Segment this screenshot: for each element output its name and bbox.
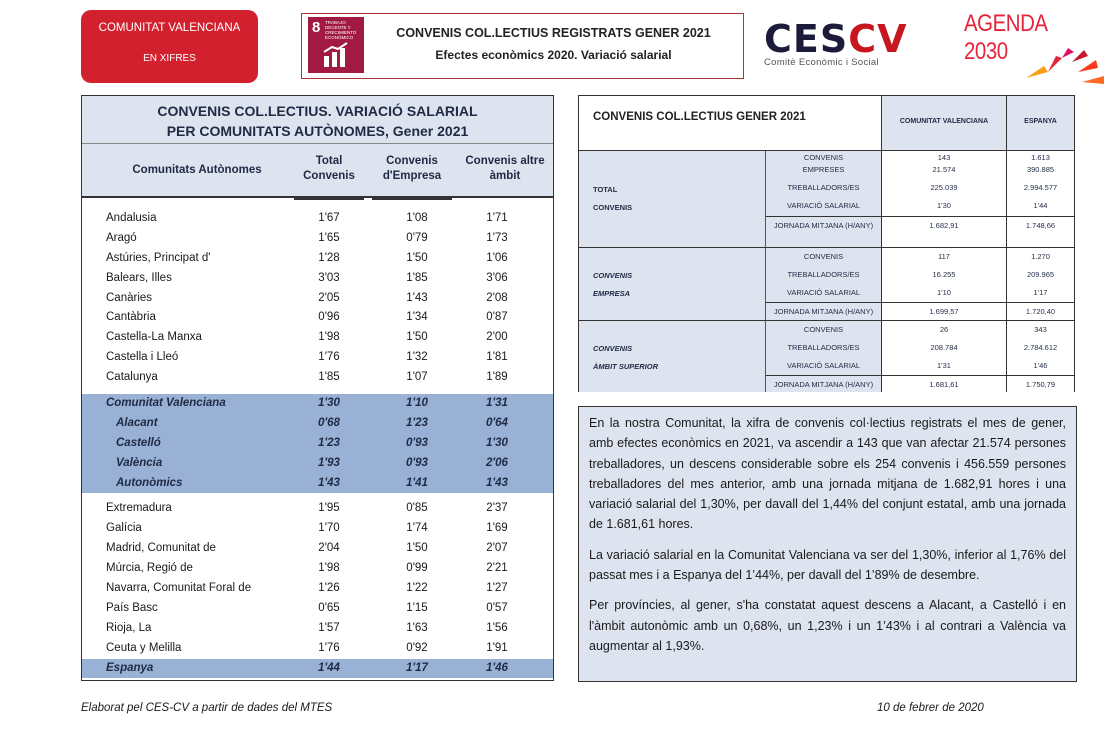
table-row [82, 579, 553, 599]
region-name: Astúries, Principat d' [106, 251, 211, 264]
value-cell: 1'32 [406, 351, 428, 364]
region-name: Canàries [106, 291, 153, 304]
value-cell: 0'68 [318, 416, 340, 429]
cv-values [881, 248, 1006, 320]
group-label: CONVENIS ÀMBIT SUPERIOR [593, 344, 659, 371]
value-cell: 1'98 [318, 562, 340, 575]
metric-labels [765, 151, 881, 247]
value-cell: 1'89 [486, 371, 508, 384]
metric-label: TREBALLADORS/ES [787, 270, 860, 280]
metric-value: 1.613 [1031, 153, 1050, 162]
metric-label: VARIACIÓ SALARIAL [786, 288, 861, 298]
value-cell: 0'87 [486, 311, 508, 324]
value-cell: 1'70 [318, 522, 340, 535]
value-cell: 0'85 [406, 502, 428, 515]
value-cell: 1'81 [486, 351, 508, 364]
value-cell: 1'56 [486, 621, 508, 634]
metric-value: 1.750,79 [1007, 375, 1074, 393]
value-cell: 1'10 [406, 397, 428, 410]
metric-label: EMPRESES [802, 165, 845, 174]
value-cell: 0'57 [486, 601, 508, 614]
value-cell: 0'93 [406, 456, 428, 469]
table-row [82, 539, 553, 559]
metric-labels [765, 248, 881, 320]
value-cell: 1'43 [406, 291, 428, 304]
source-note: Elaborat pel CES-CV a partir de dades del MTES [81, 702, 333, 714]
region-name: Navarra, Comunitat Foral de [106, 582, 252, 595]
value-cell: 1'76 [318, 641, 340, 654]
badge-title: COMUNITAT VALENCIANA [98, 22, 241, 34]
region-badge [81, 10, 258, 83]
metric-label: JORNADA MITJANA (H/ANY) [766, 216, 881, 234]
region-name: Cantàbria [106, 311, 156, 324]
table-row [82, 414, 553, 434]
value-cell: 1'67 [318, 212, 340, 224]
region-name: Galícia [106, 522, 142, 535]
metric-label: CONVENIS [803, 153, 844, 162]
table-row [82, 639, 553, 659]
region-name: País Basc [106, 601, 158, 614]
col-header-other: Convenis altre àmbit [465, 155, 545, 182]
value-cell: 1'76 [318, 351, 340, 364]
region-name: Aragó [106, 231, 137, 244]
region-name: Comunitat Valenciana [106, 397, 226, 410]
metric-value: 1'31 [937, 361, 951, 371]
metric-value: 390.885 [1026, 165, 1055, 174]
metric-value: 1.270 [1031, 252, 1050, 261]
table-row [82, 348, 553, 368]
value-cell: 1'63 [406, 621, 428, 634]
region-name: Castelló [116, 436, 161, 449]
value-cell: 1'71 [486, 212, 508, 224]
sdg-number: 8 [312, 19, 321, 36]
value-cell: 1'23 [406, 416, 428, 429]
value-cell: 1'50 [406, 251, 428, 264]
sdg-text: TRABAJO DECENTE Y CRECIMIENTO ECONÓMICO [325, 20, 357, 40]
value-cell: 1'50 [406, 542, 428, 555]
region-name: Andalusia [106, 212, 157, 224]
value-cell: 1'06 [486, 251, 508, 264]
group-company [579, 247, 1074, 320]
value-cell: 1'93 [318, 456, 340, 469]
table-row [82, 308, 553, 328]
metric-label: TREBALLADORS/ES [787, 183, 860, 192]
value-cell: 1'07 [406, 371, 428, 384]
region-name: Múrcia, Regió de [106, 562, 193, 575]
value-cell: 0'99 [406, 562, 428, 575]
metric-value: 1.699,57 [882, 302, 1006, 320]
metric-value: 2.784.612 [1023, 343, 1058, 353]
region-name: València [116, 456, 163, 469]
value-cell: 1'95 [318, 502, 340, 515]
table-row [82, 499, 553, 519]
table-row [82, 328, 553, 348]
region-name: Ceuta y Melilla [106, 641, 182, 654]
region-name: Rioja, La [106, 621, 152, 634]
metric-value: 1.720,40 [1007, 302, 1074, 320]
value-cell: 2'04 [318, 542, 340, 555]
agenda-wheel-icon [1016, 48, 1106, 88]
metric-label: VARIACIÓ SALARIAL [786, 201, 861, 211]
region-name: Catalunya [106, 371, 158, 384]
group-total [579, 150, 1074, 247]
commentary-paragraph-3: Per províncies, al gener, s'ha constatat aquest descens a Alacant, a Castelló i en l'àmbit autonòmic amb un 0,68%, un 1,23% i un 1’43% i al contrari a València va augmentar al 1,93%. [589, 598, 1066, 653]
value-cell: 1'28 [318, 251, 340, 264]
sdg-8-icon [308, 17, 364, 73]
metric-value: 21.574 [932, 165, 956, 174]
spain-values [1006, 321, 1074, 392]
table-row [82, 289, 553, 309]
value-cell: 1'22 [406, 582, 428, 595]
value-cell: 2'00 [486, 331, 508, 344]
value-cell: 0'79 [406, 231, 428, 244]
value-cell: 1'34 [406, 311, 428, 324]
spain-values [1006, 151, 1074, 247]
value-cell: 1'31 [486, 397, 508, 410]
value-cell: 1'41 [406, 476, 428, 489]
spain-values [1006, 248, 1074, 320]
table-row [82, 474, 553, 494]
region-name: Alacant [116, 416, 158, 429]
value-cell: 1'27 [486, 582, 508, 595]
value-cell: 1'23 [318, 436, 340, 449]
table-row [82, 269, 553, 289]
value-cell: 1'08 [406, 212, 428, 224]
table-row-spain: Espanya 1'44 1'17 1'46 [82, 659, 553, 679]
group-label: TOTAL CONVENIS [593, 185, 633, 212]
badge-subtitle: EN XIFRES [143, 53, 196, 64]
value-cell: 1'85 [406, 271, 428, 284]
value-cell: 0'93 [406, 436, 428, 449]
value-cell: 2'05 [318, 291, 340, 304]
col-header-company: Convenis d'Empresa [372, 154, 452, 200]
metric-value: 1'44 [1033, 201, 1048, 211]
metric-value: 26 [939, 325, 949, 334]
wage-table-body [82, 209, 553, 678]
metric-value: 16.255 [932, 270, 956, 280]
metric-value: 143 [937, 153, 951, 162]
value-cell: 1'69 [486, 522, 508, 535]
report-title: CONVENIS COL.LECTIUS REGISTRATS GENER 2021 [396, 26, 711, 40]
metric-value: 1'46 [1033, 361, 1048, 371]
table-row [82, 209, 553, 229]
table-row [82, 599, 553, 619]
metric-value: 1'17 [1033, 288, 1048, 298]
agenda-2030-logo [964, 10, 1107, 90]
value-cell: 0'96 [318, 311, 340, 324]
metric-value: 208.784 [930, 343, 958, 353]
table-row [82, 454, 553, 474]
region-name: Madrid, Comunitat de [106, 542, 216, 555]
metric-label: TREBALLADORS/ES [787, 343, 860, 353]
metric-value: 225.039 [930, 183, 958, 192]
value-cell: 2'08 [486, 291, 508, 304]
cv-values [881, 151, 1006, 247]
cescv-logo [764, 17, 934, 70]
agreements-summary-table [578, 95, 1075, 392]
metric-value: 1'30 [937, 201, 951, 211]
value-cell: 1'73 [486, 231, 508, 244]
col-header-spain: ESPANYA [1006, 96, 1074, 150]
metric-label: VARIACIÓ SALARIAL [786, 361, 861, 371]
metric-value: 343 [1034, 325, 1047, 334]
value-cell: 1'98 [318, 331, 340, 344]
table-row [82, 249, 553, 269]
value-cell: 1'74 [406, 522, 428, 535]
metric-value: 1'10 [937, 288, 951, 298]
metric-value: 209.965 [1026, 270, 1055, 280]
report-title-box [301, 13, 744, 79]
wage-table-title-line2: PER COMUNITATS AUTÒNOMES, Gener 2021 [166, 123, 469, 139]
commentary-paragraph-2: La variació salarial en la Comunitat Valenciana va ser del 1,30%, inferior al 1,76% del passat mes i a Espanya del 1’44%, per davall del 1’89% de desembre. [589, 547, 1066, 583]
value-cell: 1'26 [318, 582, 340, 595]
value-cell: 2'37 [486, 502, 508, 515]
metric-label: CONVENIS [803, 325, 844, 334]
value-cell: 1'57 [318, 621, 340, 634]
value-cell: 3'03 [318, 271, 340, 284]
region-name: Extremadura [106, 502, 172, 515]
metric-value: 2.994.577 [1023, 183, 1058, 192]
region-name: Balears, Illes [106, 271, 172, 284]
value-cell: 1'43 [318, 476, 340, 489]
metric-value: 117 [938, 252, 950, 261]
metric-label: JORNADA MITJANA (H/ANY) [766, 375, 881, 393]
value-cell: 3'06 [486, 271, 508, 284]
metric-label: JORNADA MITJANA (H/ANY) [766, 302, 881, 320]
report-subtitle: Efectes econòmics 2020. Variació salarial [435, 48, 672, 62]
value-cell: 2'07 [486, 542, 508, 555]
value-cell: 1'85 [318, 371, 340, 384]
value-cell: 0'64 [486, 416, 508, 429]
region-name: Castella-La Manxa [106, 331, 202, 344]
table-row [82, 368, 553, 388]
table-row [82, 619, 553, 639]
commentary-paragraph-1: En la nostra Comunitat, la xifra de convenis col·lectius registrats el mes de gener, amb efectes econòmics en 2021, va ascendir a 143 que van afectar 21.574 persones treballadores, un descens considerable sobre els 254 convenis i 456.559 persones treballadores del mes anterior, amb una jornada mitjana de 1.682,91 hores i una variació salarial del 1,30%, per davall del 1,44% del conjunt estatal, amb una jornada de 1.681,61 hores. [589, 416, 1066, 532]
col-header-cv: COMUNITAT VALENCIANA [881, 96, 1006, 150]
value-cell: 2'21 [486, 562, 508, 575]
col-header-region: Comunitats Autònomes [132, 164, 262, 176]
value-cell: 1'30 [318, 397, 340, 410]
value-cell: 1'43 [486, 476, 508, 489]
summary-table-title: CONVENIS COL.LECTIUS GENER 2021 [579, 96, 881, 150]
table-row [82, 394, 553, 414]
table-row [82, 434, 553, 454]
value-cell: 1'65 [318, 231, 340, 244]
value-cell: 2'06 [486, 456, 508, 469]
value-cell: 0'65 [318, 601, 340, 614]
value-cell: 1'15 [406, 601, 428, 614]
value-cell: 1'91 [486, 641, 508, 654]
value-cell: 0'92 [406, 641, 428, 654]
region-name: Autonòmics [116, 476, 183, 489]
wage-table-header [82, 144, 553, 198]
metric-value: 1.748,66 [1007, 216, 1074, 234]
region-name: Castella i Lleó [106, 351, 179, 364]
cescv-logo-subtitle: Comitè Econòmic i Social [764, 57, 879, 68]
table-row [82, 519, 553, 539]
cescv-logo-mark: CESCV [764, 17, 908, 61]
group-label: CONVENIS EMPRESA [593, 271, 633, 298]
metric-label: CONVENIS [803, 252, 844, 261]
value-cell: 1'30 [486, 436, 508, 449]
table-row [82, 559, 553, 579]
group-superior [579, 320, 1074, 392]
agenda-2030-text: AGENDA 2030 [964, 10, 1047, 65]
publication-date: 10 de febrer de 2020 [877, 702, 984, 714]
metric-value: 1.682,91 [882, 216, 1006, 234]
wage-table-title-line1: CONVENIS COL.LECTIUS. VARIACIÓ SALARIAL [157, 103, 478, 119]
wage-table-title [82, 96, 553, 144]
wage-variation-table [81, 95, 554, 681]
commentary-box [578, 406, 1077, 682]
table-row [82, 229, 553, 249]
value-cell: 1'50 [406, 331, 428, 344]
growth-chart-icon [322, 42, 350, 68]
col-header-total: Total Convenis [294, 154, 364, 200]
cv-values [881, 321, 1006, 392]
metric-labels [765, 321, 881, 392]
metric-value: 1.681,61 [882, 375, 1006, 393]
